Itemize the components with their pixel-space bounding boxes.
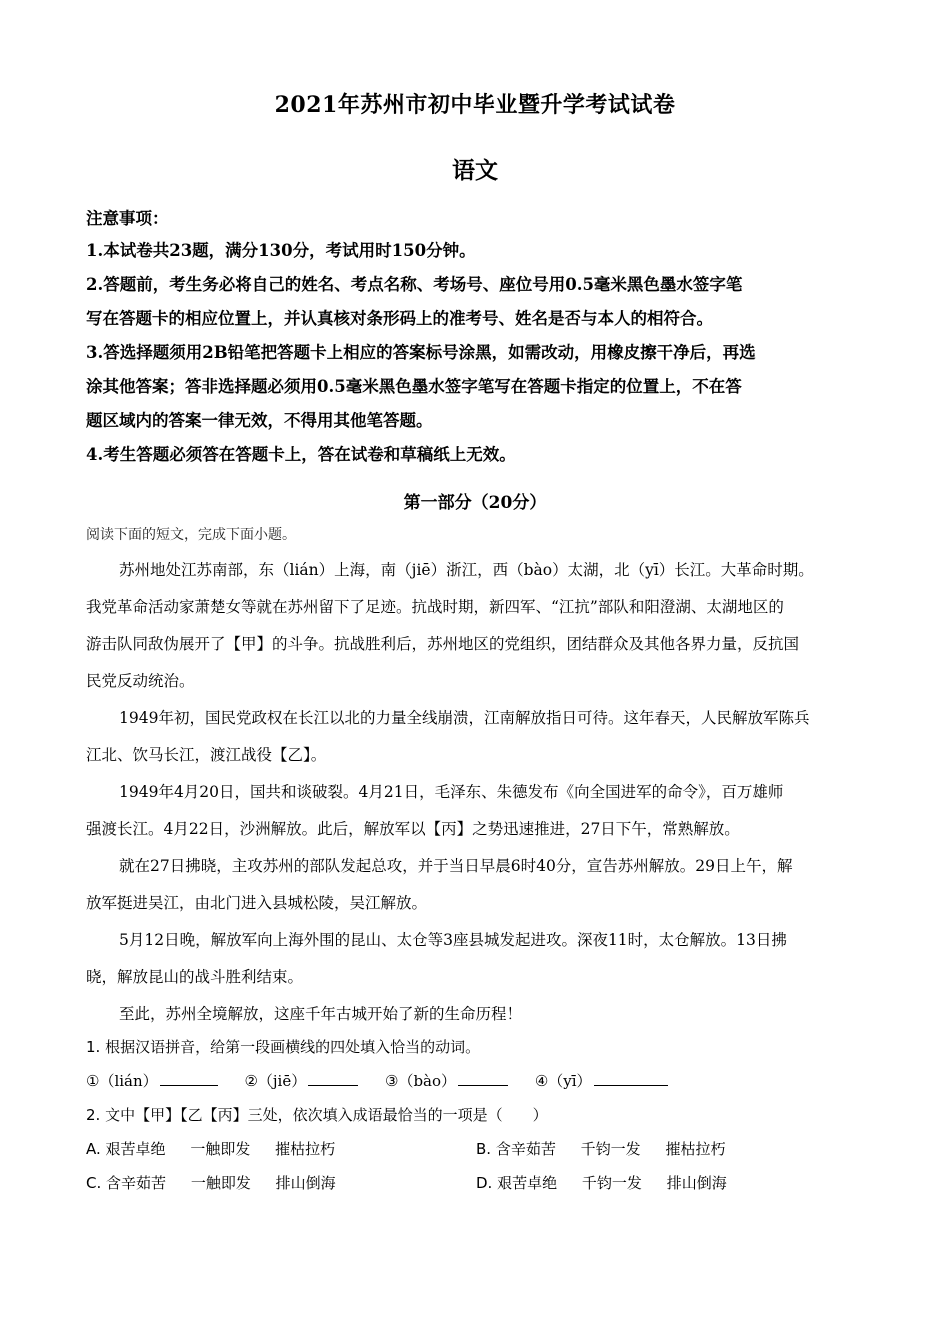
passage-line: 游击队同敌伪展开了【甲】的斗争。抗战胜利后，苏州地区的党组织，团结群众及其他各界力量，反抗国 — [86, 635, 800, 653]
option-word: 千钧一发 — [581, 1174, 642, 1192]
option-word: 艰苦卓绝 — [105, 1140, 166, 1158]
passage-line: 放军挺进吴江，由北门进入县城松陵，吴江解放。 — [86, 894, 428, 912]
option-letter: B. — [476, 1140, 492, 1158]
question-text: 文中【甲】【乙【丙】三处，依次填入成语最恰当的一项是（ ） — [105, 1106, 548, 1124]
option-word: 一触即发 — [190, 1140, 251, 1158]
part-one-heading: 第一部分（20分） — [403, 493, 547, 513]
notes-line: 1.本试卷共23题，满分130分，考试用时150分钟。 — [86, 241, 476, 260]
option-word: 含辛茹苦 — [106, 1174, 167, 1192]
exam-notes — [86, 204, 866, 472]
option-word: 一触即发 — [190, 1174, 251, 1192]
notes-line: 题区域内的答案一律无效，不得用其他笔答题。 — [86, 411, 433, 430]
option-letter: C. — [86, 1174, 102, 1192]
passage-line: 苏州地处江苏南部，东（lián）上海，南（jiē）浙江，西（bào）太湖，北（yī）长江。大革命时期。 — [119, 561, 814, 579]
notes-line: 涂其他答案；答非选择题必须用0.5毫米黑色墨水签字笔写在答题卡指定的位置上，不在答 — [86, 377, 742, 396]
option-c[interactable] — [86, 1166, 336, 1200]
answer-blank[interactable] — [308, 1067, 358, 1086]
passage-line: 就在27日拂晓，主攻苏州的部队发起总攻，并于当日早晨6时40分，宣告苏州解放。29日上午，解 — [119, 857, 793, 875]
question-2-stem — [86, 1098, 866, 1132]
notes-line: 4.考生答题必须答在答题卡上，答在试卷和草稿纸上无效。 — [86, 445, 516, 464]
option-word: 摧枯拉朽 — [665, 1140, 726, 1158]
passage-line: 我党革命活动家萧楚女等就在苏州留下了足迹。抗战时期，新四军、“江抗”部队和阳澄湖、太湖地区的 — [86, 598, 784, 616]
option-a[interactable] — [86, 1132, 335, 1166]
question-1-blanks — [86, 1064, 866, 1098]
option-word: 摧枯拉朽 — [275, 1140, 336, 1158]
option-word: 千钧一发 — [580, 1140, 641, 1158]
option-word: 含辛茹苦 — [495, 1140, 556, 1158]
passage-line: 1949年初，国民党政权在长江以北的力量全线崩溃，江南解放指日可待。这年春天，人民解放军陈兵 — [119, 709, 810, 727]
option-letter: A. — [86, 1140, 101, 1158]
option-d[interactable] — [476, 1166, 727, 1200]
passage-line: 至此，苏州全境解放，这座千年古城开始了新的生命历程！ — [119, 1005, 523, 1023]
question-number: 1. — [86, 1038, 101, 1056]
blank-label: ②（jiē） — [244, 1072, 307, 1090]
blank-label: ①（lián） — [86, 1072, 158, 1090]
question-text: 根据汉语拼音，给第一段画横线的四处填入恰当的动词。 — [105, 1038, 481, 1056]
passage-line: 5月12日晚，解放军向上海外围的昆山、太仓等3座县城发起进攻。深夜11时，太仓解放。13日拂 — [119, 931, 787, 949]
option-word: 艰苦卓绝 — [497, 1174, 558, 1192]
notes-heading: 注意事项： — [86, 209, 169, 228]
question-1-stem — [86, 1030, 866, 1064]
notes-line: 写在答题卡的相应位置上，并认真核对条形码上的准考号、姓名是否与本人的相符合。 — [86, 309, 713, 328]
reading-instruction: 阅读下面的短文，完成下面小题。 — [86, 527, 296, 543]
passage-line: 民党反动统治。 — [86, 672, 195, 690]
answer-blank[interactable] — [594, 1067, 668, 1086]
option-b[interactable] — [476, 1132, 725, 1166]
options-row — [86, 1166, 866, 1200]
option-letter: D. — [476, 1174, 493, 1192]
options-row — [86, 1132, 866, 1166]
reading-passage — [86, 552, 866, 1033]
notes-line: 2.答题前，考生务必将自己的姓名、考点名称、考场号、座位号用0.5毫米黑色墨水签字笔 — [86, 275, 743, 294]
notes-line: 3.答选择题须用2B铅笔把答题卡上相应的答案标号涂黑，如需改动，用橡皮擦干净后，再选 — [86, 343, 756, 362]
passage-line: 强渡长江。4月22日，沙洲解放。此后，解放军以【丙】之势迅速推进，27日下午，常熟解放。 — [86, 820, 740, 838]
questions-section — [86, 1030, 866, 1200]
exam-title: 2021年苏州市初中毕业暨升学考试试卷 — [274, 92, 676, 118]
answer-blank[interactable] — [160, 1067, 218, 1086]
option-word: 排山倒海 — [666, 1174, 727, 1192]
subject-title: 语文 — [452, 157, 498, 184]
passage-line: 江北、饮马长江，渡江战役【乙】。 — [86, 746, 327, 764]
passage-line: 晓，解放昆山的战斗胜利结束。 — [86, 968, 304, 986]
option-word: 排山倒海 — [275, 1174, 336, 1192]
answer-blank[interactable] — [458, 1067, 508, 1086]
blank-label: ④（yī） — [534, 1072, 592, 1090]
blank-label: ③（bào） — [385, 1072, 457, 1090]
passage-line: 1949年4月20日，国共和谈破裂。4月21日，毛泽东、朱德发布《向全国进军的命令》，百万雄师 — [119, 783, 784, 801]
question-number: 2. — [86, 1106, 101, 1124]
